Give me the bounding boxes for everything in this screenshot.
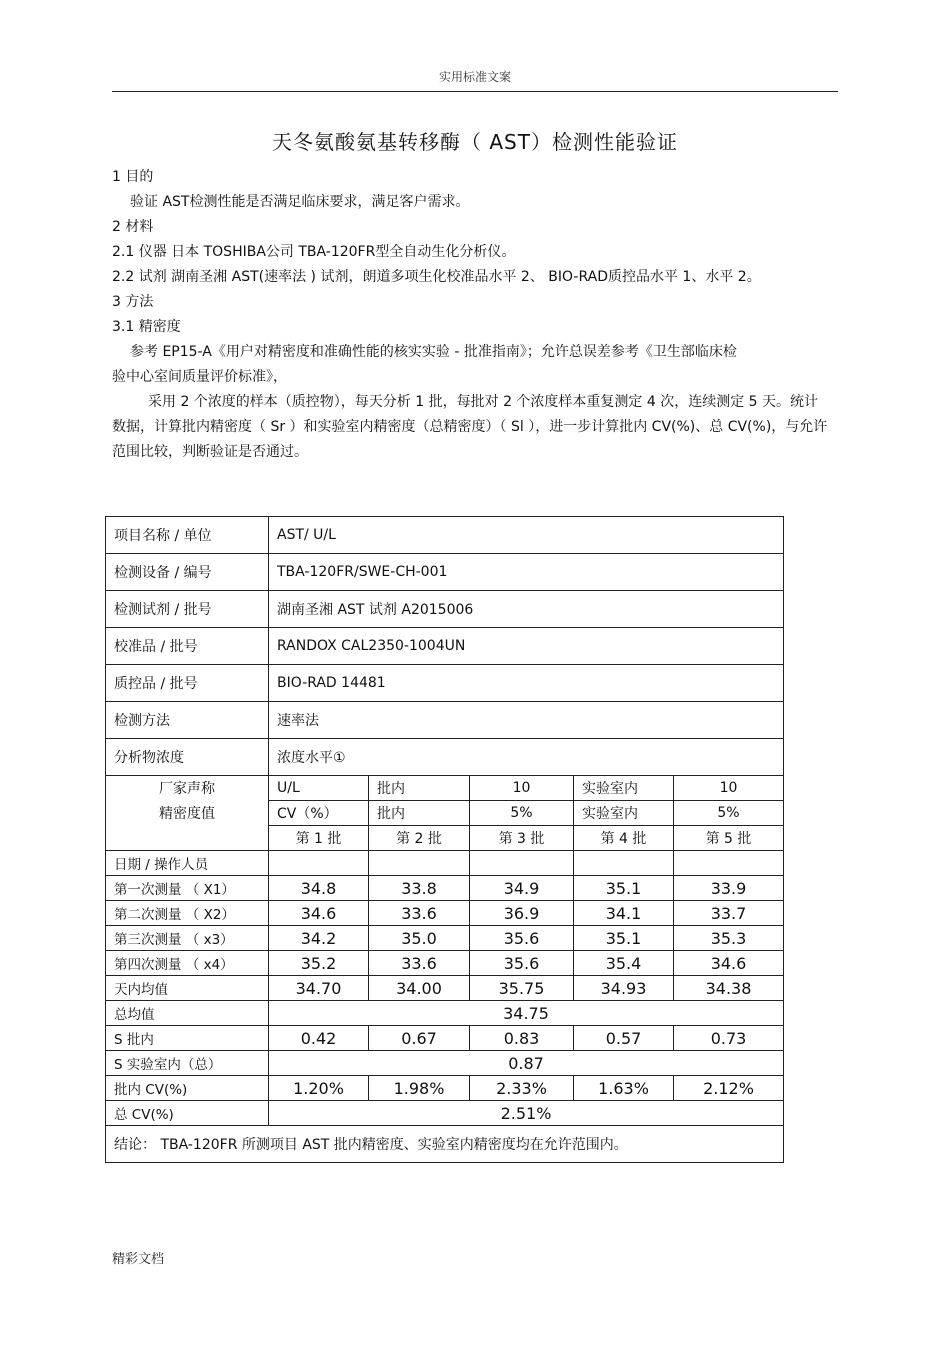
- daily-mean-value: 34.00: [369, 976, 470, 1001]
- info-value: RANDOX CAL2350-1004UN: [269, 628, 784, 665]
- claim-cell: CV（%）: [269, 801, 369, 826]
- empty-cell: [574, 851, 674, 876]
- daily-mean-value: 34.70: [269, 976, 369, 1001]
- info-label: 检测设备 / 编号: [106, 554, 269, 591]
- s-within-label: S 批内: [106, 1026, 269, 1051]
- claim-cell: 实验室内: [574, 776, 674, 801]
- claim-label-1: 厂家声称: [106, 776, 269, 801]
- measurement-value: 33.9: [674, 876, 784, 901]
- measurement-value: 33.8: [369, 876, 470, 901]
- claim-cell: 5%: [470, 801, 574, 826]
- cv-total-label: 总 CV(%): [106, 1101, 269, 1126]
- s-within-value: 0.73: [674, 1026, 784, 1051]
- measurement-value: 34.2: [269, 926, 369, 951]
- paragraph-2: 采用 2 个浓度的样本（质控物），每天分析 1 批，每批对 2 个浓度样本重复测定 4 次，连续测定 5 天。统计数据，计算批内精密度（ Sr ）和实验室内精密度（总精密度）（ Sl ），进一步计算批内 CV(%)、总 CV(%)，与允许范围比较，判断验证是否通过。: [112, 394, 828, 460]
- section-2-2-reagent: 2.2 试剂 湖南圣湘 AST(速率法 ) 试剂，朗道多项生化校准品水平 2、 BIO-RAD质控品水平 1、水平 2。: [112, 269, 761, 285]
- body-text: [112, 165, 832, 465]
- daily-mean-value: 34.93: [574, 976, 674, 1001]
- measurement-row: [106, 926, 784, 951]
- measurement-value: 33.6: [369, 901, 470, 926]
- claim-cell: U/L: [269, 776, 369, 801]
- measurement-value: 34.9: [470, 876, 574, 901]
- daily-mean-label: 天内均值: [106, 976, 269, 1001]
- measurement-value: 33.6: [369, 951, 470, 976]
- measurement-row: [106, 876, 784, 901]
- cv-within-value: 1.20%: [269, 1076, 369, 1101]
- cv-within-value: 2.12%: [674, 1076, 784, 1101]
- info-label: 检测试剂 / 批号: [106, 591, 269, 628]
- total-mean-value: 34.75: [269, 1001, 784, 1026]
- measurement-value: 35.6: [470, 926, 574, 951]
- measurement-value: 35.2: [269, 951, 369, 976]
- daily-mean-row: [106, 976, 784, 1001]
- claim-cell: 10: [470, 776, 574, 801]
- info-row: [106, 739, 784, 776]
- section-1-text: 验证 AST检测性能是否满足临床要求，满足客户需求。: [130, 194, 470, 210]
- empty-cell: [106, 826, 269, 851]
- s-lab-row: [106, 1051, 784, 1076]
- info-value: TBA-120FR/SWE-CH-001: [269, 554, 784, 591]
- info-value: AST/ U/L: [269, 517, 784, 554]
- info-row: [106, 554, 784, 591]
- page-header: 实用标准文案: [438, 70, 511, 84]
- batch-header: 第 4 批: [574, 826, 674, 851]
- batch-header: 第 1 批: [269, 826, 369, 851]
- measurement-value: 35.3: [674, 926, 784, 951]
- measurement-value: 35.1: [574, 876, 674, 901]
- measurement-value: 34.8: [269, 876, 369, 901]
- measurement-value: 34.6: [269, 901, 369, 926]
- empty-cell: [269, 851, 369, 876]
- measurement-value: 36.9: [470, 901, 574, 926]
- document-title: 天冬氨酸氨基转移酶（ AST）检测性能验证: [272, 130, 678, 154]
- measurement-row: [106, 901, 784, 926]
- info-row: [106, 665, 784, 702]
- paragraph-1-line-2: 验中心室间质量评价标准》，: [112, 369, 287, 385]
- batch-header: 第 5 批: [674, 826, 784, 851]
- measurement-label: 第四次测量 （ x4）: [106, 951, 269, 976]
- claim-cell: 10: [674, 776, 784, 801]
- section-3-heading: 3 方法: [112, 294, 154, 310]
- precision-table: [105, 516, 784, 1163]
- date-operator-row: [106, 851, 784, 876]
- batch-header: 第 2 批: [369, 826, 470, 851]
- info-row: [106, 591, 784, 628]
- total-mean-row: [106, 1001, 784, 1026]
- info-label: 检测方法: [106, 702, 269, 739]
- cv-within-value: 1.63%: [574, 1076, 674, 1101]
- measurement-value: 33.7: [674, 901, 784, 926]
- measurement-label: 第一次测量 （ X1）: [106, 876, 269, 901]
- section-2-1-instrument: 2.1 仪器 日本 TOSHIBA公司 TBA-120FR型全自动生化分析仪。: [112, 244, 516, 260]
- cv-within-row: [106, 1076, 784, 1101]
- conclusion-text: 结论： TBA-120FR 所测项目 AST 批内精密度、实验室内精密度均在允许范围内。: [106, 1126, 784, 1163]
- info-label: 校准品 / 批号: [106, 628, 269, 665]
- s-within-value: 0.42: [269, 1026, 369, 1051]
- info-row: [106, 517, 784, 554]
- conclusion-row: [106, 1126, 784, 1163]
- cv-total-value: 2.51%: [269, 1101, 784, 1126]
- measurement-value: 35.1: [574, 926, 674, 951]
- page-footer: 精彩文档: [112, 1252, 165, 1267]
- claim-label-2: 精密度值: [106, 801, 269, 826]
- paragraph-1-line-1: 参考 EP15-A《用户对精密度和准确性能的核实实验 - 批准指南》；允许总误差参考《卫生部临床检: [130, 344, 737, 360]
- info-label: 项目名称 / 单位: [106, 517, 269, 554]
- section-1-heading: 1 目的: [112, 169, 154, 185]
- daily-mean-value: 34.38: [674, 976, 784, 1001]
- date-operator-label: 日期 / 操作人员: [106, 851, 269, 876]
- info-value: 浓度水平①: [269, 739, 784, 776]
- daily-mean-value: 35.75: [470, 976, 574, 1001]
- header-rule: [112, 91, 838, 92]
- cv-within-label: 批内 CV(%): [106, 1076, 269, 1101]
- claim-cell: 5%: [674, 801, 784, 826]
- empty-cell: [674, 851, 784, 876]
- s-within-row: [106, 1026, 784, 1051]
- s-within-value: 0.57: [574, 1026, 674, 1051]
- claim-cell: 批内: [369, 801, 470, 826]
- measurement-label: 第三次测量 （ x3）: [106, 926, 269, 951]
- cv-total-row: [106, 1101, 784, 1126]
- claim-cv-row: [106, 801, 784, 826]
- measurement-value: 34.6: [674, 951, 784, 976]
- measurement-value: 34.1: [574, 901, 674, 926]
- s-within-value: 0.83: [470, 1026, 574, 1051]
- claim-unit-row: [106, 776, 784, 801]
- s-lab-value: 0.87: [269, 1051, 784, 1076]
- s-within-value: 0.67: [369, 1026, 470, 1051]
- section-3-1-heading: 3.1 精密度: [112, 319, 181, 335]
- empty-cell: [369, 851, 470, 876]
- empty-cell: [470, 851, 574, 876]
- info-label: 分析物浓度: [106, 739, 269, 776]
- measurement-row: [106, 951, 784, 976]
- info-label: 质控品 / 批号: [106, 665, 269, 702]
- s-lab-label: S 实验室内（总）: [106, 1051, 269, 1076]
- claim-cell: 批内: [369, 776, 470, 801]
- cv-within-value: 1.98%: [369, 1076, 470, 1101]
- measurement-value: 35.0: [369, 926, 470, 951]
- total-mean-label: 总均值: [106, 1001, 269, 1026]
- info-value: 湖南圣湘 AST 试剂 A2015006: [269, 591, 784, 628]
- info-row: [106, 628, 784, 665]
- batch-header: 第 3 批: [470, 826, 574, 851]
- cv-within-value: 2.33%: [470, 1076, 574, 1101]
- batch-header-row: [106, 826, 784, 851]
- measurement-label: 第二次测量 （ X2）: [106, 901, 269, 926]
- section-2-heading: 2 材料: [112, 219, 154, 235]
- info-value: BIO-RAD 14481: [269, 665, 784, 702]
- measurement-value: 35.6: [470, 951, 574, 976]
- claim-cell: 实验室内: [574, 801, 674, 826]
- info-row: [106, 702, 784, 739]
- info-value: 速率法: [269, 702, 784, 739]
- measurement-value: 35.4: [574, 951, 674, 976]
